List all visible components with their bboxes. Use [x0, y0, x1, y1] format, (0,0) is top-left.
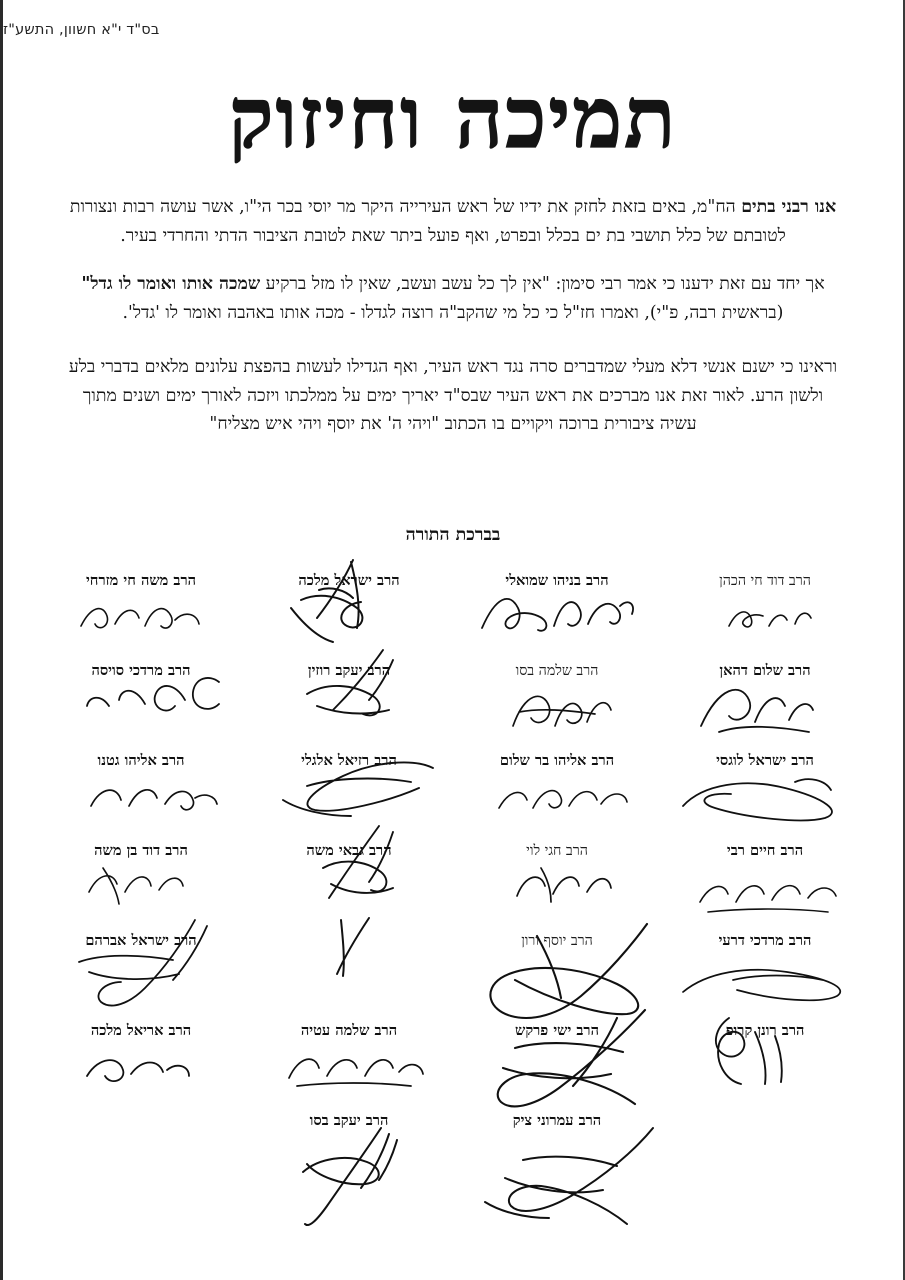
signature-cell	[37, 1020, 245, 1110]
blessing-line: בברכת התורה	[405, 525, 501, 545]
signature-cell	[453, 750, 661, 840]
signature-cell	[453, 930, 661, 1020]
handwritten-signature	[275, 1042, 435, 1098]
signatory-name: הרב רזיאל אלגלי	[301, 752, 397, 769]
handwritten-signature	[489, 774, 639, 826]
signatory-name: הרב משה חי מזרחי	[85, 572, 197, 589]
signatory-name: הרב יעקב בסו	[309, 1112, 389, 1129]
handwritten-signature	[675, 766, 865, 834]
handwritten-signature	[71, 1046, 201, 1096]
signature-row	[37, 750, 869, 840]
signatory-name: הרב דוד בן משה	[94, 842, 188, 859]
document-body	[65, 193, 841, 458]
signature-cell	[661, 1110, 869, 1200]
signatory-name: הרב אריאל מלכה	[90, 1022, 192, 1039]
handwritten-signature	[277, 648, 427, 728]
signatory-name: הרב עמרוני ציק	[512, 1112, 602, 1129]
signature-cell	[37, 930, 245, 1020]
signature-cell	[245, 930, 453, 1020]
signature-cell	[661, 1020, 869, 1110]
signature-row	[37, 570, 869, 660]
signature-row	[37, 840, 869, 930]
signature-cell	[453, 840, 661, 930]
handwritten-signature	[71, 594, 211, 642]
signatory-name: הרב ישראל אברהם	[85, 932, 197, 949]
signatory-name: הרב שלמה עטיה	[300, 1022, 398, 1039]
signature-cell	[453, 570, 661, 660]
signatory-name: הרב חגי לוי	[526, 843, 588, 859]
signatory-name: הרב חיים רבי	[726, 842, 804, 859]
signature-cell	[453, 1020, 661, 1110]
signatory-name: הרב מרדכי דרעי	[718, 932, 812, 949]
signature-cell	[661, 570, 869, 660]
signature-cell	[661, 840, 869, 930]
signature-cell	[661, 750, 869, 840]
document-date: בס"ד י"א חשוון, התשע"ז	[3, 22, 160, 38]
signature-cell	[661, 660, 869, 750]
signatures-area	[37, 570, 869, 1280]
handwritten-signature	[269, 1124, 439, 1234]
paragraph-1: אנו רבני בתים הח"מ, באים בזאת לחזק את ידיו של ראש העירייה היקר מר יוסי בכר הי"ו, אשר עושה רבות ונצורות לטובתם של כלל תושבי בת ים בכלל ובפרט, ואף פועל ביתר שאת לטובת הציבור הדתי והחרדי בעיר.	[69, 197, 837, 246]
signatory-name: הרב גבאי משה	[306, 842, 392, 859]
signature-row	[37, 1020, 869, 1110]
signature-cell	[245, 660, 453, 750]
signatory-name: הרב ישי פרקש	[515, 1022, 599, 1039]
signature-cell	[453, 660, 661, 750]
signatory-name: הרב שלום דהאן	[719, 662, 811, 679]
handwritten-signature	[49, 916, 229, 1012]
page-title: תמיכה וחיזוק	[228, 68, 678, 167]
signature-row	[37, 1110, 869, 1200]
handwritten-signature	[677, 952, 867, 1012]
signature-cell	[245, 750, 453, 840]
handwritten-signature	[688, 866, 853, 922]
signatory-name: הרב רונן קרופ	[725, 1022, 805, 1039]
handwritten-signature	[689, 680, 829, 742]
handwritten-signature	[476, 586, 641, 644]
handwritten-signature	[445, 1124, 675, 1234]
signature-row	[37, 930, 869, 1020]
signature-cell	[245, 570, 453, 660]
signatory-name: הרב אליהו גטנו	[97, 752, 185, 769]
signatory-name: הרב שלמה בסו	[515, 663, 599, 679]
signature-cell	[37, 660, 245, 750]
handwritten-signature	[75, 860, 215, 912]
signature-cell	[245, 1110, 453, 1200]
paragraph-3: וראינו כי ישנם אנשי דלא מעלי שמדברים סרה נגד ראש העיר, ואף הגדילו לעשות בהפצת עלונים מלאים בדברי בלע ולשון הרע. לאור זאת אנו מברכים את ראש העיר שבס"ד יאריך ימים על ממלכתו ויזכה לאורך ימים ושנים מתוך עשיה ציבורית ברוכה ויקויים בו הכתוב "ויהי ה' את יוסף ויהי איש מצליח"	[68, 357, 838, 434]
signatory-name: הרב מרדכי סויסה	[91, 662, 191, 679]
signature-cell	[37, 750, 245, 840]
signature-row	[37, 660, 869, 750]
handwritten-signature	[501, 860, 631, 912]
signatory-name: הרב ישראל מלכה	[298, 572, 400, 589]
signatory-name: הרב דוד חי הכהן	[719, 573, 811, 589]
signature-cell	[661, 930, 869, 1020]
handwritten-signature	[77, 774, 227, 824]
handwritten-signature	[261, 556, 411, 648]
signature-cell	[37, 570, 245, 660]
handwritten-signature	[497, 682, 627, 742]
signatory-name: הרב יוסף ורון	[521, 933, 593, 949]
signatory-name: הרב יעקב רוזין	[307, 662, 391, 679]
signature-cell	[37, 1110, 245, 1200]
signatory-name: הרב אליהו בר שלום	[499, 752, 615, 769]
paragraph-2: אך יחד עם זאת ידענו כי אמר רבי סימון: "אין לך כל עשב ועשב, שאין לו מזל ברקיע שמכה אותו ואומר לו גדל" (בראשית רבה, פ"י), ואמרו חז"ל כי כל מי שהקב"ה רוצה לגדלו - מכה אותו באהבה ואומר לו 'גדל'.	[81, 274, 825, 323]
signatory-name: הרב ישראל לוגסי	[716, 752, 814, 769]
signature-cell	[245, 1020, 453, 1110]
signatory-name: הרב בניהו שמואלי	[505, 572, 609, 589]
signature-cell	[37, 840, 245, 930]
signature-cell	[453, 1110, 661, 1200]
signature-cell	[245, 840, 453, 930]
handwritten-signature	[711, 596, 821, 640]
